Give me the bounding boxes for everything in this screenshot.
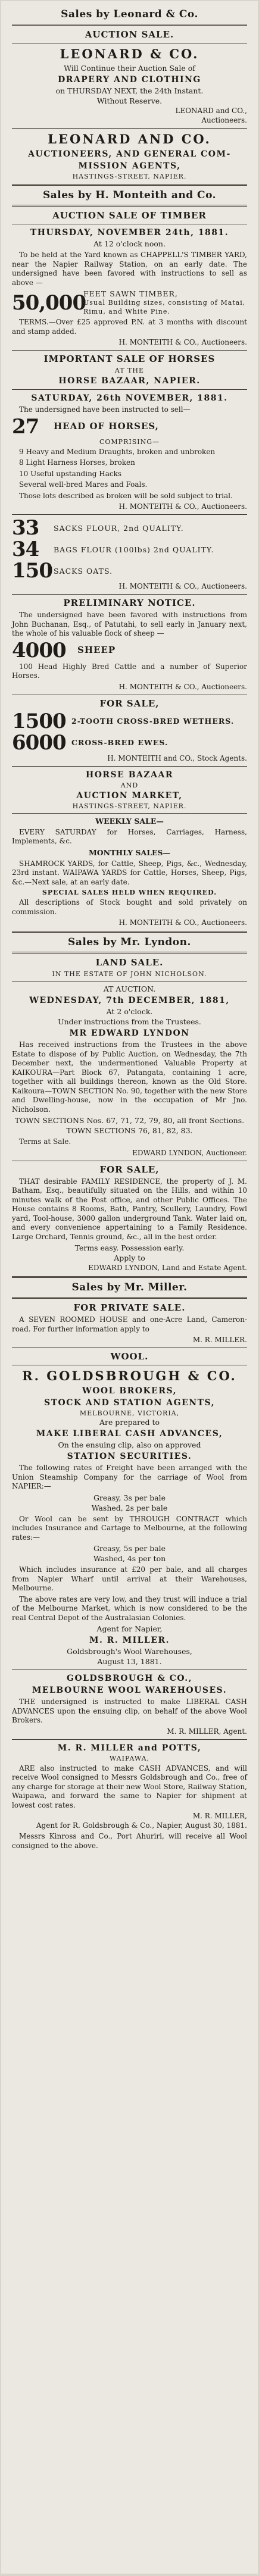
ad-desc: HEAD OF HORSES, xyxy=(54,421,159,432)
quantity: 34 xyxy=(12,537,39,561)
ad-subtitle: MONTHLY SALES— xyxy=(88,848,171,857)
ad-row xyxy=(12,539,247,559)
ad-title: PRELIMINARY NOTICE. xyxy=(63,598,196,608)
ad-title: WOOL. xyxy=(110,1351,149,1362)
ad-title: AUCTION SALE. xyxy=(85,29,174,40)
ad-line: Goldsbrough's Wool Warehouses, xyxy=(67,1647,192,1656)
signature: H. MONTEITH & CO., Auctioneers. xyxy=(118,682,247,691)
ad-body: The above rates are very low, and they trust will induce a trial of the Melbourne Market, which is now considered to be the real Central Depot of the Australasian Colonies. xyxy=(12,1595,247,1622)
ad-line: Washed, 4s per ton xyxy=(93,1554,166,1563)
ad-address: HASTINGS-STREET, NAPIER. xyxy=(72,802,187,810)
ad-body: All descriptions of Stock bought and sold privately on commission. xyxy=(12,898,247,916)
ad-line: AUCTIONEERS, AND GENERAL COM- xyxy=(28,149,231,159)
ad-line: STOCK AND STATION AGENTS, xyxy=(44,1398,215,1408)
ad-line: STATION SECURITIES. xyxy=(67,1452,192,1461)
ad-goods: DRAPERY AND CLOTHING xyxy=(58,75,201,85)
ad-desc: SACKS FLOUR, 2nd QUALITY. xyxy=(54,523,184,533)
ad-line: AND xyxy=(120,781,139,789)
ad-line: Apply to xyxy=(114,1253,145,1262)
signature: M. R. MILLER, Agent. xyxy=(167,1727,247,1736)
ad-row xyxy=(12,414,247,439)
auctioneer-name: MR EDWARD LYNDON xyxy=(69,1028,190,1038)
ad-date: WEDNESDAY, 7th DECEMBER, 1881, xyxy=(29,996,230,1005)
quantity: 1500 xyxy=(12,709,66,733)
ad-terms: TERMS.—Over £25 approved P.N. at 3 months with discount and stamp added. xyxy=(12,318,247,336)
ad-body: THE undersigned is instructed to make LIBERAL CASH ADVANCES upon the ensuing clip, on behalf of the above Wool Brokers. xyxy=(12,1697,247,1724)
divider xyxy=(12,205,247,207)
divider xyxy=(12,1297,247,1299)
ad-line: Will Continue their Auction Sale of xyxy=(64,64,195,73)
divider xyxy=(12,350,247,351)
ad-body: 100 Head Highly Bred Cattle and a number of Superior Horses. xyxy=(12,662,247,680)
ad-row xyxy=(12,640,247,661)
signature: H. MONTEITH & CO., Auctioneers. xyxy=(118,338,247,346)
ad-line: HORSE BAZAAR, NAPIER. xyxy=(58,376,201,386)
ad-line: SPECIAL SALES HELD WHEN REQUIRED. xyxy=(42,889,217,896)
ad-line: MISSION AGENTS, xyxy=(78,161,181,171)
ad-line: TOWN SECTIONS Nos. 67, 71, 72, 79, 80, all front Sections. xyxy=(14,1116,245,1125)
ad-line: Agent for Napier, xyxy=(96,1624,163,1633)
ad-desc: SHEEP xyxy=(77,645,116,655)
signature: H. MONTEITH & CO., Auctioneers. xyxy=(118,918,247,927)
ad-terms: Terms at Sale. xyxy=(19,1137,71,1146)
ad-body: Or Wool can be sent by THROUGH CONTRACT which includes Insurance and Cartage to Melbourne, at the following rates:— xyxy=(12,1514,247,1542)
ad-row xyxy=(12,289,247,316)
ad-line: Greasy, 3s per bale xyxy=(93,1493,166,1502)
quantity: 27 xyxy=(12,414,39,439)
ad-row xyxy=(12,730,247,755)
list-item: Several well-bred Mares and Foals. xyxy=(19,480,148,489)
list-item: 8 Light Harness Horses, broken xyxy=(19,458,135,467)
ad-date: on THURSDAY NEXT, the 24th Instant. xyxy=(55,86,204,95)
divider xyxy=(12,389,247,390)
signature: EDWARD LYNDON, Land and Estate Agent. xyxy=(88,1264,247,1272)
ad-line: AT AUCTION. xyxy=(103,984,156,993)
signature: LEONARD and CO., xyxy=(175,107,247,115)
firm-name: LEONARD AND CO. xyxy=(48,132,211,146)
divider xyxy=(12,24,247,26)
section-header-monteith: Sales by H. Monteith and Co. xyxy=(42,189,217,201)
quantity: 6000 xyxy=(12,730,66,755)
divider xyxy=(12,1739,247,1740)
ad-line: WAIPAWA, xyxy=(109,1754,150,1762)
ad-note: Those lots described as broken will be sold subject to trial. xyxy=(19,491,233,500)
signature: H. MONTEITH & CO., Auctioneers. xyxy=(118,582,247,590)
section-header-leonard: Sales by Leonard & Co. xyxy=(61,8,198,20)
ad-body: The undersigned have been favored with instructions from John Buchanan, Esq., of Patutahi, to sell early in January next, the whole of his valuable flock of sheep — xyxy=(12,611,247,637)
divider xyxy=(12,594,247,595)
ad-title: GOLDSBROUGH & CO., xyxy=(67,1674,192,1683)
ad-line: On the ensuing clip, also on approved xyxy=(58,1440,201,1449)
ad-desc: FEET SAWN TIMBER, xyxy=(83,289,178,298)
ad-line: AT THE xyxy=(114,367,145,374)
ad-body: EVERY SATURDAY for Horses, Carriages, Harness, Implements, &c. xyxy=(12,827,247,845)
ad-line: WOOL BROKERS, xyxy=(82,1386,177,1396)
section-header-miller: Sales by Mr. Miller. xyxy=(71,1281,188,1293)
signature: M. R. MILLER, xyxy=(192,1812,247,1820)
agent-name: M. R. MILLER. xyxy=(89,1636,170,1645)
ad-line: IN THE ESTATE OF JOHN NICHOLSON. xyxy=(52,970,207,978)
ad-address: HASTINGS-STREET, NAPIER. xyxy=(72,173,187,180)
ad-desc: Usual Building sizes, consisting of Matai, Rimu, and White Pine. xyxy=(83,299,246,315)
firm-name: R. GOLDSBROUGH & CO. xyxy=(22,1368,237,1383)
ad-title: HORSE BAZAAR xyxy=(86,770,173,780)
ad-body: Messrs Kinross and Co., Port Ahuriri, will receive all Wool consigned to the above. xyxy=(12,1832,247,1850)
signature: M. R. MILLER. xyxy=(192,1336,247,1344)
ad-body: ARE also instructed to make CASH ADVANCES, and will receive Wool consigned to Messrs Goldsbrough and Co., free of any charge for storage at their new Wool Store, Railway Station, Waipawa, and forward the same to Napier for shipment at lowest cost rates. xyxy=(12,1764,247,1809)
quantity: 150 xyxy=(12,559,52,583)
divider xyxy=(12,952,247,954)
ad-title: FOR SALE, xyxy=(99,698,160,709)
ad-line: Under instructions from the Trustees. xyxy=(58,1017,201,1026)
quantity: 50,000 xyxy=(12,290,86,315)
ad-line: Greasy, 5s per bale xyxy=(93,1544,166,1553)
ad-desc: SACKS OATS. xyxy=(54,566,113,576)
ad-body: To be held at the Yard known as CHAPPELL'S TIMBER YARD, near the Napier Railway Station, on an early date. The undersigned have been favored with instructions to sell as above — xyxy=(12,251,247,287)
divider xyxy=(12,1276,247,1278)
signature: H. MONTEITH and CO., Stock Agents. xyxy=(107,754,247,762)
ad-title: AUCTION MARKET, xyxy=(76,790,183,801)
ad-line: Without Reserve. xyxy=(96,96,163,105)
ad-line: At 12 o'clock noon. xyxy=(93,239,166,248)
ad-row xyxy=(12,711,247,731)
ad-subtitle: WEEKLY SALE— xyxy=(95,816,164,826)
ad-body: Has received instructions from the Trustees in the above Estate to dispose of by Public Auction, on Wednesday, the 7th December next, the undermentioned Valuable Property at KAIKOURA—Part Block 67, Patangata, containing 1 acre, together with all buildings thereon, known as the Old Store. Kaikoura—TOWN SECTION No. 90, together with the new Store and Dwelling-house, now in the occupation of Mr Jno. Nicholson. xyxy=(12,1040,247,1114)
ad-line: Are prepared to xyxy=(99,1418,160,1427)
signature: Auctioneers. xyxy=(201,116,247,124)
divider xyxy=(12,128,247,129)
ad-line: COMPRISING— xyxy=(99,437,160,446)
ad-title: AUCTION SALE OF TIMBER xyxy=(52,210,207,221)
list-item: 10 Useful upstanding Hacks xyxy=(19,469,122,478)
section-header-lyndon: Sales by Mr. Lyndon. xyxy=(68,936,191,948)
newspaper-page xyxy=(1,1,258,2574)
divider xyxy=(12,184,247,186)
ad-row xyxy=(12,518,247,538)
quantity: 4000 xyxy=(12,638,66,662)
ad-body: A SEVEN ROOMED HOUSE and one-Acre Land, Cameron-road. For further information apply to xyxy=(12,1315,247,1333)
ad-date: THURSDAY, NOVEMBER 24th, 1881. xyxy=(30,228,229,237)
ad-line: MAKE LIBERAL CASH ADVANCES, xyxy=(36,1429,223,1439)
ad-title: LAND SALE. xyxy=(95,957,164,968)
ad-date: SATURDAY, 26th NOVEMBER, 1881. xyxy=(31,393,228,403)
ad-title: MELBOURNE WOOL WAREHOUSES. xyxy=(32,1686,227,1695)
ad-body: Which includes insurance at £20 per bale, and all charges from Napier Wharf until arrival at their Warehouses, Melbourne. xyxy=(12,1565,247,1592)
ad-body: The following rates of Freight have been arranged with the Union Steamship Company for the carriage of Wool from NAPIER:— xyxy=(12,1464,247,1490)
ad-line: At 2 o'clock. xyxy=(106,1007,153,1016)
list-item: 9 Heavy and Medium Draughts, broken and unbroken xyxy=(19,447,216,456)
ad-body: THAT desirable FAMILY RESIDENCE, the property of J. M. Batham, Esq., beautifully situated on the Hills, and within 10 minutes walk of the Post office, and other Public Offices. The House contains 8 Rooms, Bath, Pantry, Scullery, Laundry, Fowl yard, Tool-house, 3000 gallon underground Tank. Water laid on, and every convenience appertaining to a Family Residence. Large Orchard, Tennis ground, &c., all in the best order. xyxy=(12,1177,247,1241)
divider xyxy=(12,931,247,933)
ad-address: MELBOURNE, VICTORIA, xyxy=(79,1409,180,1417)
signature: H. MONTEITH & CO., Auctioneers. xyxy=(118,502,247,511)
signature: Agent for R. Goldsbrough & Co., Napier, August 30, 1881. xyxy=(36,1821,247,1830)
ad-title: FOR SALE, xyxy=(99,1164,160,1175)
ad-line: Terms easy. Possession early. xyxy=(74,1243,185,1252)
ad-date: August 13, 1881. xyxy=(97,1657,162,1666)
firm-name: LEONARD & CO. xyxy=(60,46,199,61)
ad-body: SHAMROCK YARDS, for Cattle, Sheep, Pigs, &c., Wednesday, 23rd instant. WAIPAWA YARDS for Cattle, Horses, Sheep, Pigs, &c.—Next sale, at an early date. xyxy=(12,859,247,886)
ad-line: TOWN SECTIONS 76, 81, 82, 83. xyxy=(66,1126,193,1135)
ad-row xyxy=(12,561,247,581)
quantity: 33 xyxy=(12,516,39,540)
divider xyxy=(12,813,247,814)
ad-title: IMPORTANT SALE OF HORSES xyxy=(43,354,216,364)
ad-title: FOR PRIVATE SALE. xyxy=(73,1302,186,1313)
ad-desc: 2-TOOTH CROSS-BRED WETHERS. xyxy=(71,717,235,726)
divider xyxy=(12,766,247,767)
ad-desc: BAGS FLOUR (100lbs) 2nd QUALITY. xyxy=(54,545,214,554)
ad-title: M. R. MILLER and POTTS, xyxy=(57,1743,202,1753)
ad-body: The undersigned have been instructed to sell— xyxy=(19,405,191,414)
ad-line: Washed, 2s per bale xyxy=(91,1503,168,1512)
divider xyxy=(12,514,247,515)
signature: EDWARD LYNDON, Auctioneer. xyxy=(132,1148,247,1157)
ad-desc: CROSS-BRED EWES. xyxy=(71,738,168,747)
